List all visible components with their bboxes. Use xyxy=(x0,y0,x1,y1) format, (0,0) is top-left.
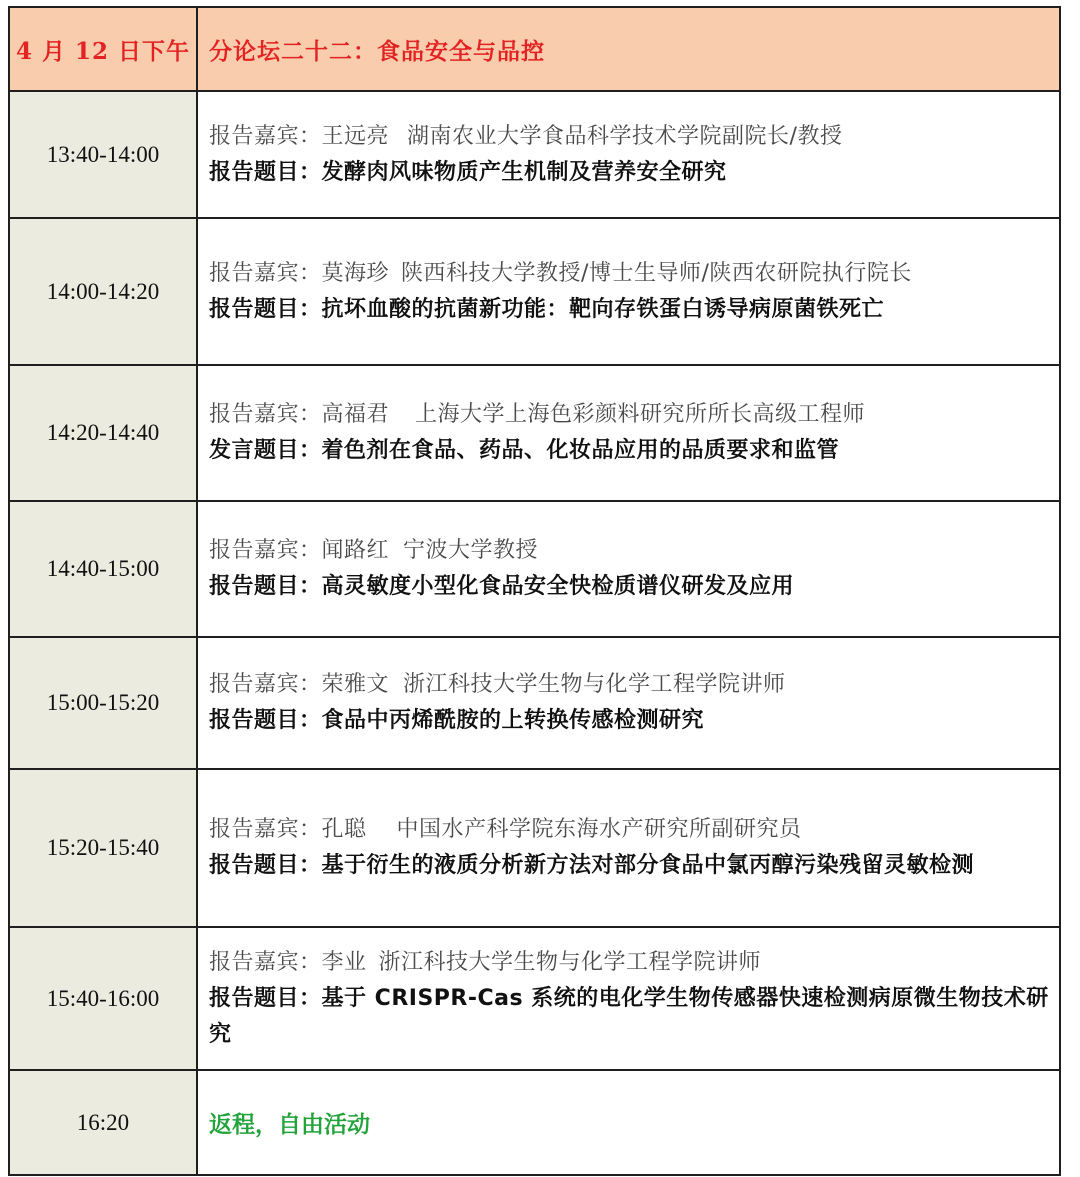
speaker-name: 孔聪 xyxy=(321,817,367,842)
table-row xyxy=(9,365,1060,501)
session-details xyxy=(197,218,1060,365)
speaker-label: 报告嘉宾： xyxy=(209,949,322,975)
topic-line xyxy=(209,569,1053,605)
closing-row xyxy=(9,1070,1060,1175)
speaker-affiliation: 湖南农业大学食品科学技术学院副院长/教授 xyxy=(407,123,843,149)
topic-line xyxy=(209,848,1053,884)
time-slot: 15:40-16:00 xyxy=(9,927,197,1070)
session-details xyxy=(197,365,1060,501)
time-slot: 15:00-15:20 xyxy=(9,637,197,769)
topic-label: 报告题目： xyxy=(209,708,322,733)
topic-label: 报告题目： xyxy=(209,853,322,878)
topic-title: 发酵肉风味物质产生机制及营养安全研究 xyxy=(321,159,727,185)
time-slot: 14:00-14:20 xyxy=(9,218,197,365)
speaker-label: 报告嘉宾： xyxy=(209,402,322,427)
session-details xyxy=(197,769,1060,927)
session-details xyxy=(197,91,1060,218)
speaker-line xyxy=(209,119,1053,155)
time-slot: 14:20-14:40 xyxy=(9,365,197,501)
topic-line xyxy=(209,155,1053,191)
speaker-line xyxy=(209,397,1053,433)
speaker-affiliation: 宁波大学教授 xyxy=(403,538,539,563)
speaker-label: 报告嘉宾： xyxy=(209,672,322,697)
session-date: 4 月 12 日下午 xyxy=(9,7,197,91)
speaker-affiliation: 陕西科技大学教授/博士生导师/陕西农研院执行院长 xyxy=(401,260,912,286)
time-slot: 15:20-15:40 xyxy=(9,769,197,927)
speaker-line xyxy=(209,945,1053,981)
speaker-line xyxy=(209,667,1053,703)
table-row xyxy=(9,91,1060,218)
speaker-label: 报告嘉宾： xyxy=(209,538,322,563)
speaker-name: 莫海珍 xyxy=(321,260,390,286)
session-details xyxy=(197,501,1060,637)
table-row xyxy=(9,218,1060,365)
topic-label: 报告题目： xyxy=(209,296,322,322)
topic-line xyxy=(209,292,1053,328)
table-row xyxy=(9,501,1060,637)
speaker-line xyxy=(209,812,1053,848)
topic-title: 着色剂在食品、药品、化妆品应用的品质要求和监管 xyxy=(321,438,840,463)
speaker-affiliation: 上海大学上海色彩颜料研究所所长高级工程师 xyxy=(415,402,866,427)
topic-label: 报告题目： xyxy=(209,985,322,1011)
topic-label: 报告题目： xyxy=(209,574,322,599)
speaker-label: 报告嘉宾： xyxy=(209,817,322,842)
time-slot: 13:40-14:00 xyxy=(9,91,197,218)
closing-text: 返程，自由活动 xyxy=(209,1112,370,1138)
speaker-name: 李业 xyxy=(321,949,367,975)
topic-title: 基于衍生的液质分析新方法对部分食品中氯丙醇污染残留灵敏检测 xyxy=(321,853,975,878)
topic-title: 高灵敏度小型化食品安全快检质谱仪研发及应用 xyxy=(321,574,795,599)
speaker-line xyxy=(209,256,1053,292)
schedule-table xyxy=(8,6,1061,1176)
speaker-affiliation: 浙江科技大学生物与化学工程学院讲师 xyxy=(403,672,786,697)
speaker-name: 荣雅文 xyxy=(321,672,390,697)
speaker-name: 闻路红 xyxy=(321,538,390,563)
speaker-name: 王远亮 xyxy=(321,123,390,149)
table-row xyxy=(9,927,1060,1070)
header-row xyxy=(9,7,1060,91)
topic-title: 抗坏血酸的抗菌新功能：靶向存铁蛋白诱导病原菌铁死亡 xyxy=(321,296,885,322)
time-slot: 16:20 xyxy=(9,1070,197,1175)
speaker-line xyxy=(209,533,1053,569)
speaker-label: 报告嘉宾： xyxy=(209,123,322,149)
topic-title: 基于 CRISPR-Cas 系统的电化学生物传感器快速检测病原微生物技术研究 xyxy=(209,985,1049,1047)
topic-line xyxy=(209,433,1053,469)
speaker-affiliation: 浙江科技大学生物与化学工程学院讲师 xyxy=(378,949,762,975)
table-row xyxy=(9,769,1060,927)
topic-line xyxy=(209,981,1053,1053)
speaker-affiliation: 中国水产科学院东海水产研究所副研究员 xyxy=(396,817,802,842)
table-row xyxy=(9,637,1060,769)
closing-details xyxy=(197,1070,1060,1175)
topic-title: 食品中丙烯酰胺的上转换传感检测研究 xyxy=(321,708,705,733)
time-slot: 14:40-15:00 xyxy=(9,501,197,637)
topic-label: 报告题目： xyxy=(209,159,322,185)
speaker-name: 高福君 xyxy=(321,402,390,427)
topic-label: 发言题目： xyxy=(209,438,322,463)
session-details xyxy=(197,927,1060,1070)
speaker-label: 报告嘉宾： xyxy=(209,260,322,286)
forum-title: 分论坛二十二：食品安全与品控 xyxy=(197,7,1060,91)
topic-line xyxy=(209,703,1053,739)
session-details xyxy=(197,637,1060,769)
